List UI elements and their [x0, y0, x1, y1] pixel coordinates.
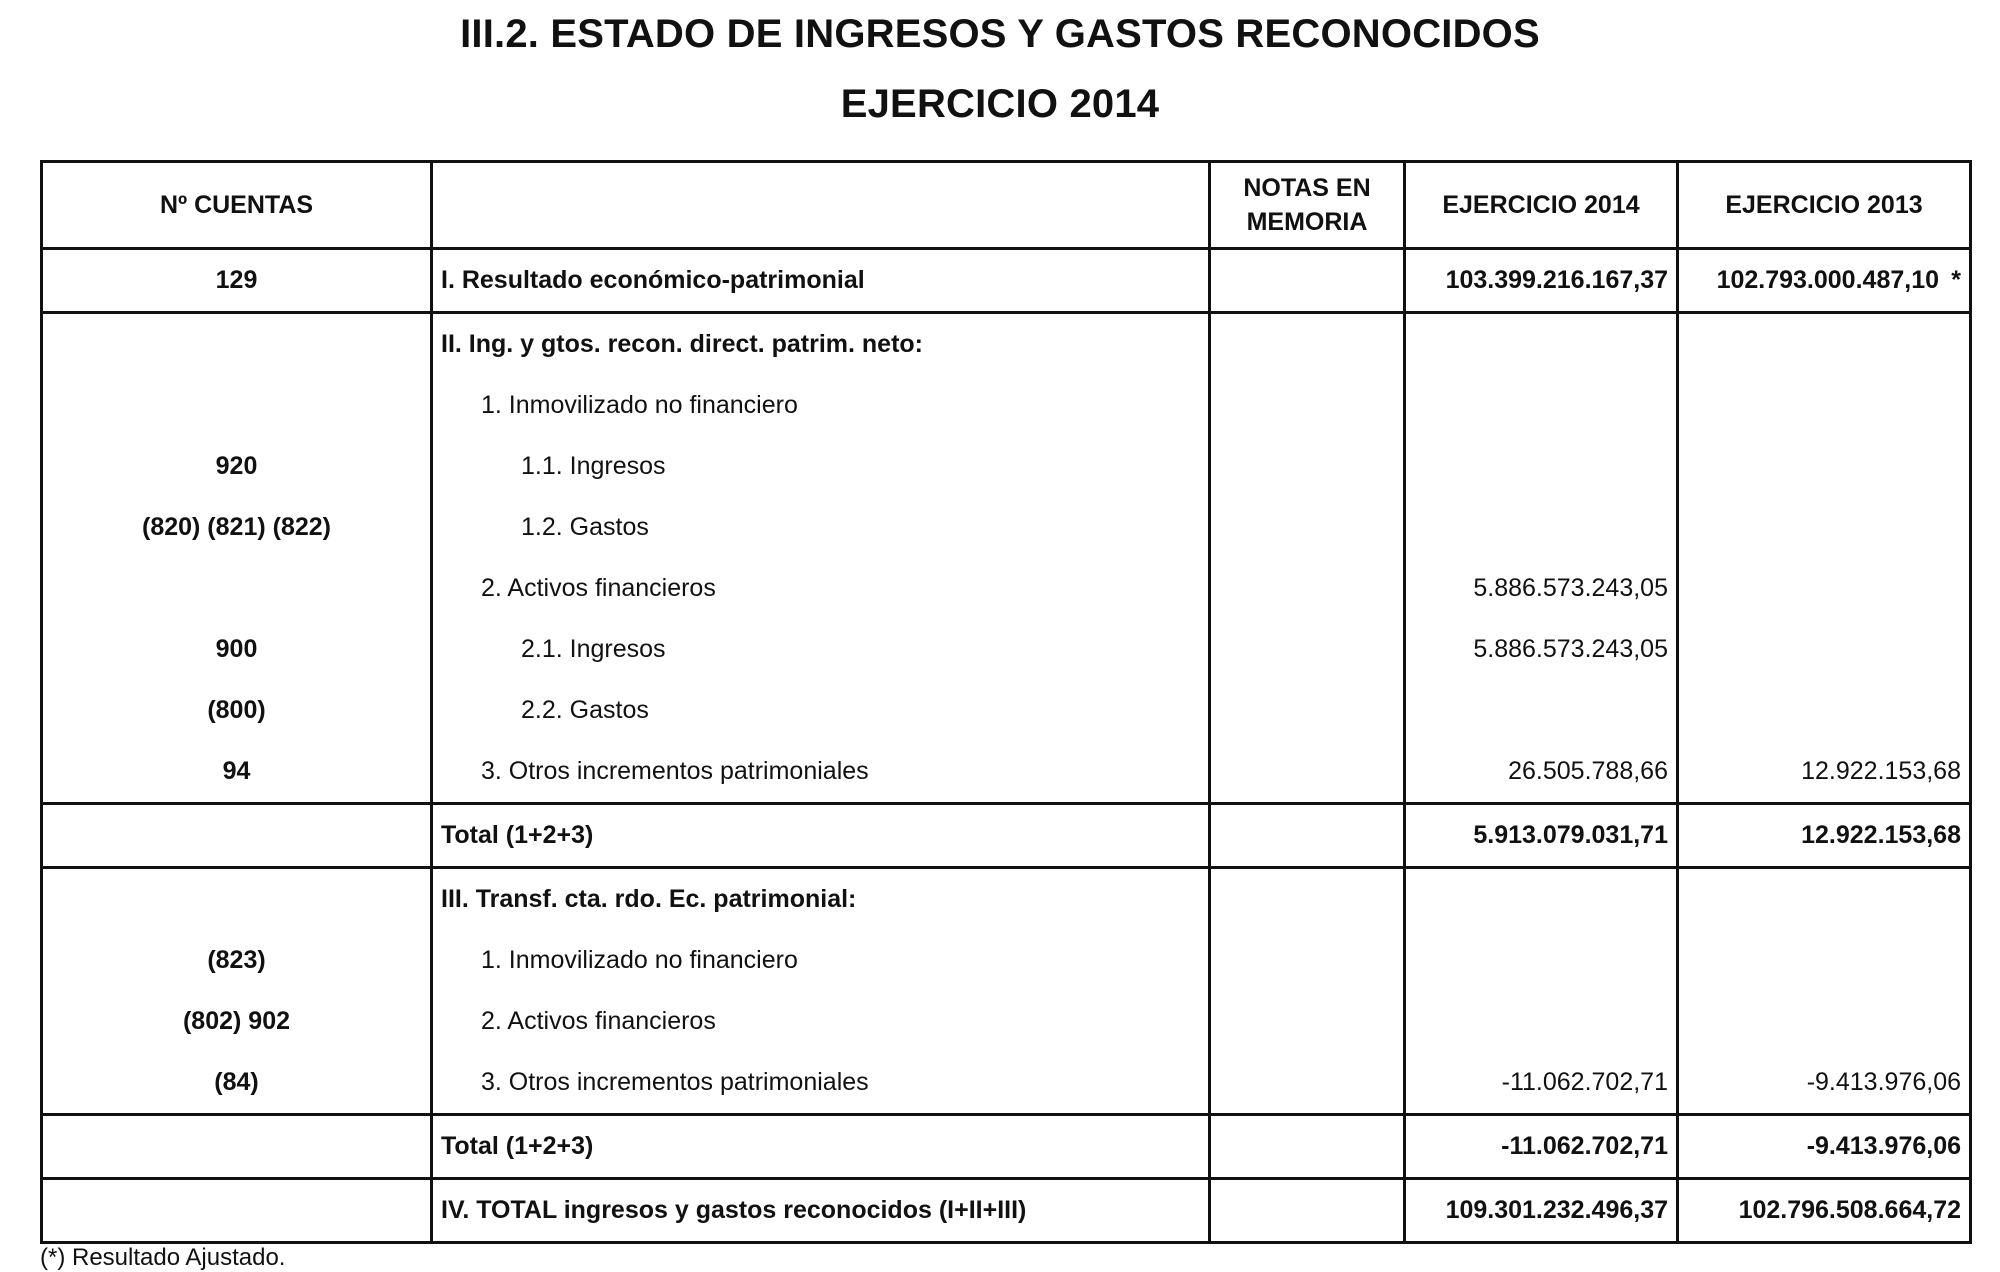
cell-ej2014: 5.886.573.243,05 [1405, 558, 1678, 619]
cell-notas [1210, 680, 1405, 741]
table-row-total [42, 1115, 1971, 1179]
cell-cuentas: 129 [42, 249, 432, 313]
cell-notas [1210, 436, 1405, 497]
table-row [42, 249, 1971, 313]
cell-cuentas [42, 804, 432, 868]
cell-notas [1210, 741, 1405, 804]
cell-concepto: 2.2. Gastos [432, 680, 1210, 741]
cell-notas [1210, 930, 1405, 991]
cell-cuentas: (823) [42, 930, 432, 991]
cell-ej2013 [1678, 619, 1971, 680]
table-row [42, 619, 1971, 680]
cell-cuentas: 94 [42, 741, 432, 804]
footnote: (*) Resultado Ajustado. [40, 1244, 286, 1271]
cell-ej2013: 12.922.153,68 [1678, 804, 1971, 868]
cell-concepto: IV. TOTAL ingresos y gastos reconocidos (I+II+III) [432, 1179, 1210, 1243]
cell-cuentas: (802) 902 [42, 991, 432, 1052]
table-row [42, 991, 1971, 1052]
header-cuentas: Nº CUENTAS [42, 162, 432, 249]
cell-concepto: 3. Otros incrementos patrimoniales [432, 1052, 1210, 1115]
cell-notas [1210, 1115, 1405, 1179]
cell-concepto: Total (1+2+3) [432, 1115, 1210, 1179]
table-row [42, 741, 1971, 804]
page-subtitle: EJERCICIO 2014 [840, 82, 1160, 126]
cell-ej2014 [1405, 930, 1678, 991]
cell-cuentas [42, 1179, 432, 1243]
table-row [42, 1052, 1971, 1115]
cell-ej2014: 109.301.232.496,37 [1405, 1179, 1678, 1243]
table-row-total [42, 804, 1971, 868]
cell-ej2014: 5.913.079.031,71 [1405, 804, 1678, 868]
cell-notas [1210, 804, 1405, 868]
cell-cuentas: (820) (821) (822) [42, 497, 432, 558]
header-concepto [432, 162, 1210, 249]
adjusted-mark: * [1951, 266, 1961, 294]
cell-ej2014 [1405, 680, 1678, 741]
table-row [42, 868, 1971, 931]
cell-concepto: 2. Activos financieros [432, 558, 1210, 619]
cell-ej2013: -9.413.976,06 [1678, 1052, 1971, 1115]
cell-ej2013: 12.922.153,68 [1678, 741, 1971, 804]
cell-notas [1210, 619, 1405, 680]
cell-cuentas [42, 313, 432, 376]
cell-ej2014 [1405, 436, 1678, 497]
header-notas [1210, 162, 1405, 249]
table-row [42, 558, 1971, 619]
cell-ej2013 [1678, 991, 1971, 1052]
cell-ej2013 [1678, 249, 1971, 313]
table-header-row [42, 162, 1971, 249]
cell-ej2013: 102.796.508.664,72 [1678, 1179, 1971, 1243]
cell-concepto: Total (1+2+3) [432, 804, 1210, 868]
header-ejercicio-2013: EJERCICIO 2013 [1678, 162, 1971, 249]
table-row [42, 930, 1971, 991]
cell-ej2013 [1678, 558, 1971, 619]
cell-concepto: 2. Activos financieros [432, 991, 1210, 1052]
page-title: III.2. ESTADO DE INGRESOS Y GASTOS RECONOCIDOS [460, 12, 1540, 56]
cell-notas [1210, 249, 1405, 313]
cell-ej2013 [1678, 868, 1971, 931]
cell-cuentas [42, 868, 432, 931]
cell-cuentas: (84) [42, 1052, 432, 1115]
cell-ej2013 [1678, 497, 1971, 558]
cell-notas [1210, 313, 1405, 376]
table-row-grand-total [42, 1179, 1971, 1243]
cell-cuentas [42, 558, 432, 619]
cell-concepto: 1. Inmovilizado no financiero [432, 375, 1210, 436]
table-row [42, 680, 1971, 741]
cell-concepto: 1. Inmovilizado no financiero [432, 930, 1210, 991]
cell-concepto: 1.2. Gastos [432, 497, 1210, 558]
cell-cuentas: 900 [42, 619, 432, 680]
header-notas-line1: NOTAS EN [1243, 174, 1371, 202]
cell-concepto: 2.1. Ingresos [432, 619, 1210, 680]
cell-concepto: 3. Otros incrementos patrimoniales [432, 741, 1210, 804]
header-notas-line2: MEMORIA [1246, 208, 1368, 236]
cell-notas [1210, 497, 1405, 558]
cell-ej2014 [1405, 991, 1678, 1052]
cell-ej2014 [1405, 375, 1678, 436]
cell-ej2014 [1405, 313, 1678, 376]
table-row [42, 436, 1971, 497]
cell-ej2014 [1405, 868, 1678, 931]
cell-ej2013 [1678, 313, 1971, 376]
cell-notas [1210, 868, 1405, 931]
cell-ej2014: 26.505.788,66 [1405, 741, 1678, 804]
cell-notas [1210, 1052, 1405, 1115]
cell-concepto: 1.1. Ingresos [432, 436, 1210, 497]
cell-ej2014 [1405, 497, 1678, 558]
cell-cuentas [42, 1115, 432, 1179]
cell-notas [1210, 1179, 1405, 1243]
cell-notas [1210, 558, 1405, 619]
cell-ej2013 [1678, 680, 1971, 741]
cell-ej2013 [1678, 930, 1971, 991]
header-ejercicio-2014: EJERCICIO 2014 [1405, 162, 1678, 249]
table-row [42, 313, 1971, 376]
cell-cuentas: 920 [42, 436, 432, 497]
cell-ej2014: 5.886.573.243,05 [1405, 619, 1678, 680]
cell-concepto: III. Transf. cta. rdo. Ec. patrimonial: [432, 868, 1210, 931]
cell-ej2013 [1678, 436, 1971, 497]
cell-concepto: I. Resultado económico-patrimonial [432, 249, 1210, 313]
cell-ej2014: -11.062.702,71 [1405, 1115, 1678, 1179]
table-row [42, 497, 1971, 558]
table-row [42, 375, 1971, 436]
cell-ej2014: -11.062.702,71 [1405, 1052, 1678, 1115]
cell-notas [1210, 375, 1405, 436]
cell-concepto: II. Ing. y gtos. recon. direct. patrim. neto: [432, 313, 1210, 376]
cell-notas [1210, 991, 1405, 1052]
cell-ej2014: 103.399.216.167,37 [1405, 249, 1678, 313]
cell-cuentas: (800) [42, 680, 432, 741]
cell-ej2013 [1678, 375, 1971, 436]
income-expense-table [40, 160, 1972, 1244]
cell-ej2013-value: 102.793.000.487,10 [1716, 266, 1939, 294]
cell-ej2013: -9.413.976,06 [1678, 1115, 1971, 1179]
cell-cuentas [42, 375, 432, 436]
